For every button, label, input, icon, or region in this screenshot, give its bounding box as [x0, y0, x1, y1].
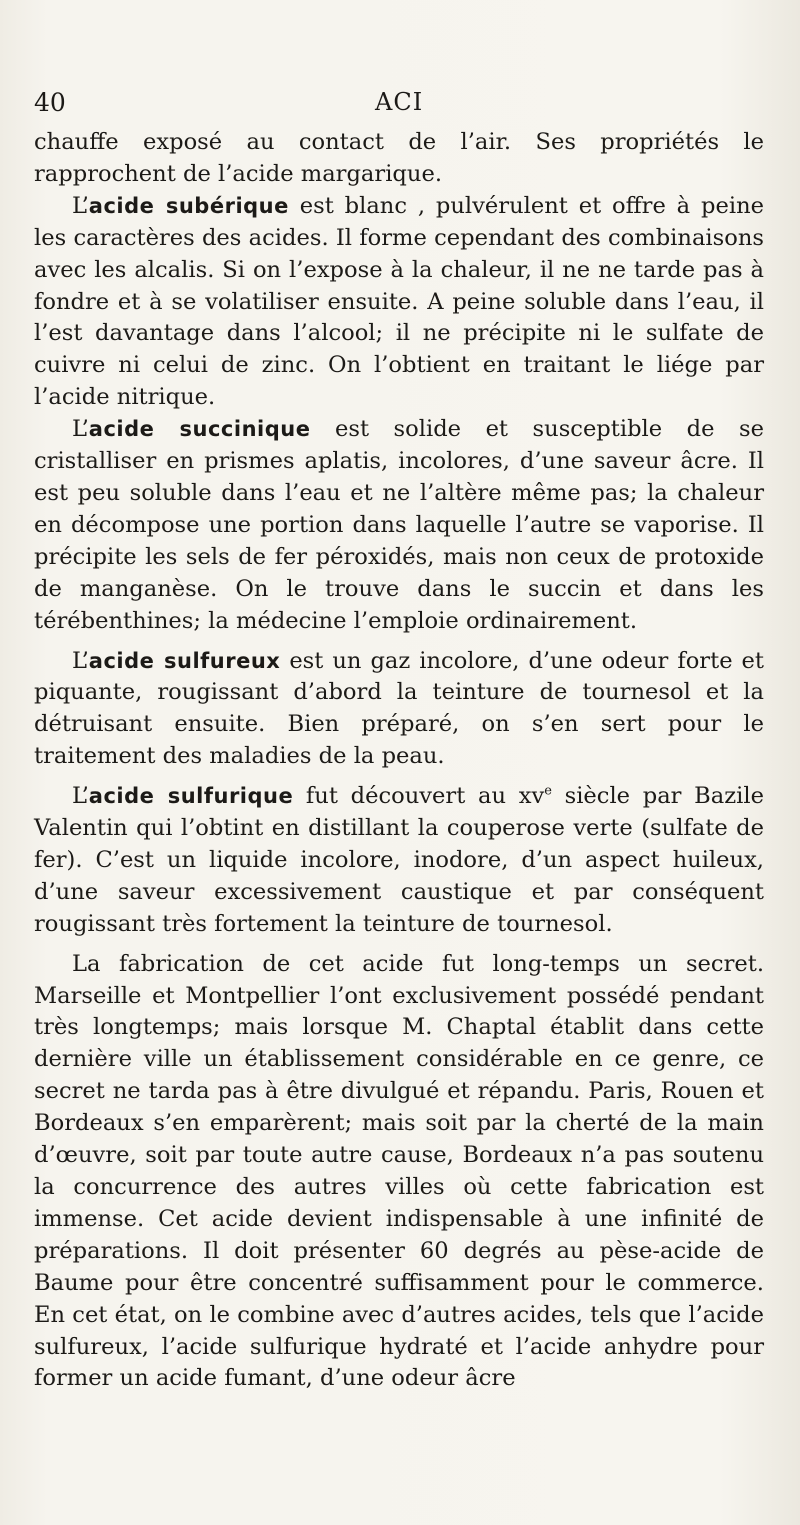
paragraph-fabrication [34, 949, 764, 1396]
term-heading: acide subérique [88, 193, 289, 218]
paragraph-text: est blanc , pulvérulent et offre à peine les caractères des acides. Il forme cependant des combinaisons avec les alcalis. Si on l’expose à la chaleur, il ne ne tarde pas à fondre et à se volatiliser ensuite. A peine soluble dans l’eau, il l’est davantage dans l’alcool; il ne précipite ni le sulfate de cuivre ni celui de zinc. On l’obtient en traitant le liége par l’acide nitrique. [34, 192, 764, 411]
page-header [30, 88, 770, 124]
page-number: 40 [34, 88, 66, 117]
paragraph-text: La fabrication de cet acide fut long-temps un secret. Marseille et Montpellier l’ont exclusivement possédé pendant très longtemps; mais lorsque M. Chaptal établit dans cette dernière ville un établissement considérable en ce genre, ce secret ne tarda pas à être divulgué et répandu. Paris, Rouen et Bordeaux s’en emparèrent; mais soit par la cherté de la main d’œuvre, soit par toute autre cause, Bordeaux n’a pas soutenu la concurrence des autres villes où cette fabrication est immense. Cet acide devient indispensable à une infinité de préparations. Il doit présenter 60 degrés au pèse-acide de Baume pour être concentré suffisamment pour le commerce. En cet état, on le combine avec d’autres acides, tels que l’acide sulfureux, l’acide sulfurique hydraté et l’acide anhydre pour former un acide fumant, d’une odeur âcre [34, 950, 764, 1392]
paragraph-text: siècle par Bazile Valentin qui l’obtint en distillant la couperose verte (sulfate de fer). C’est un liquide incolore, inodore, d’un aspect huileux, d’une saveur excessivement caustique et par conséquent rougissant très fortement la teinture de tournesol. [34, 783, 764, 937]
running-head: ACI [375, 88, 424, 116]
paragraph-lead: L’ [72, 416, 89, 443]
superscript: e [544, 783, 552, 799]
paragraph-lead: L’ [72, 192, 89, 219]
paragraph-acide-succinique [34, 414, 764, 637]
body-text [34, 127, 764, 1395]
paragraph-lead: L’ [72, 647, 89, 674]
paragraph-acide-suberique [34, 191, 764, 414]
term-heading: acide sulfureux [88, 648, 281, 673]
paragraph-acide-sulfureux [34, 646, 764, 774]
paragraph-text-before-sup: fut découvert au xv [293, 783, 545, 810]
term-heading: acide succinique [88, 417, 311, 442]
paragraph-lead: L’ [72, 783, 89, 810]
paragraph-acide-sulfurique [34, 781, 764, 941]
paragraph-margarique [34, 127, 764, 191]
paragraph-text: est solide et susceptible de se cristalliser en prismes aplatis, incolores, d’une saveur âcre. Il est peu soluble dans l’eau et ne l’altère même pas; la chaleur en décompose une portion dans laquelle l’autre se vaporise. Il précipite les sels de fer péroxidés, mais non ceux de protoxide de manganèse. On le trouve dans le succin et dans les térébenthines; la médecine l’emploie ordinairement. [34, 416, 764, 634]
term-heading: acide sulfurique [88, 784, 294, 809]
paragraph-text: chauffe exposé au contact de l’air. Ses propriétés le rapprochent de l’acide margarique. [34, 129, 764, 187]
paragraph-text: est un gaz incolore, d’une odeur forte et piquante, rougissant d’abord la teinture de tournesol et la détruisant ensuite. Bien préparé, on s’en sert pour le traitement des maladies de la peau. [34, 647, 765, 770]
